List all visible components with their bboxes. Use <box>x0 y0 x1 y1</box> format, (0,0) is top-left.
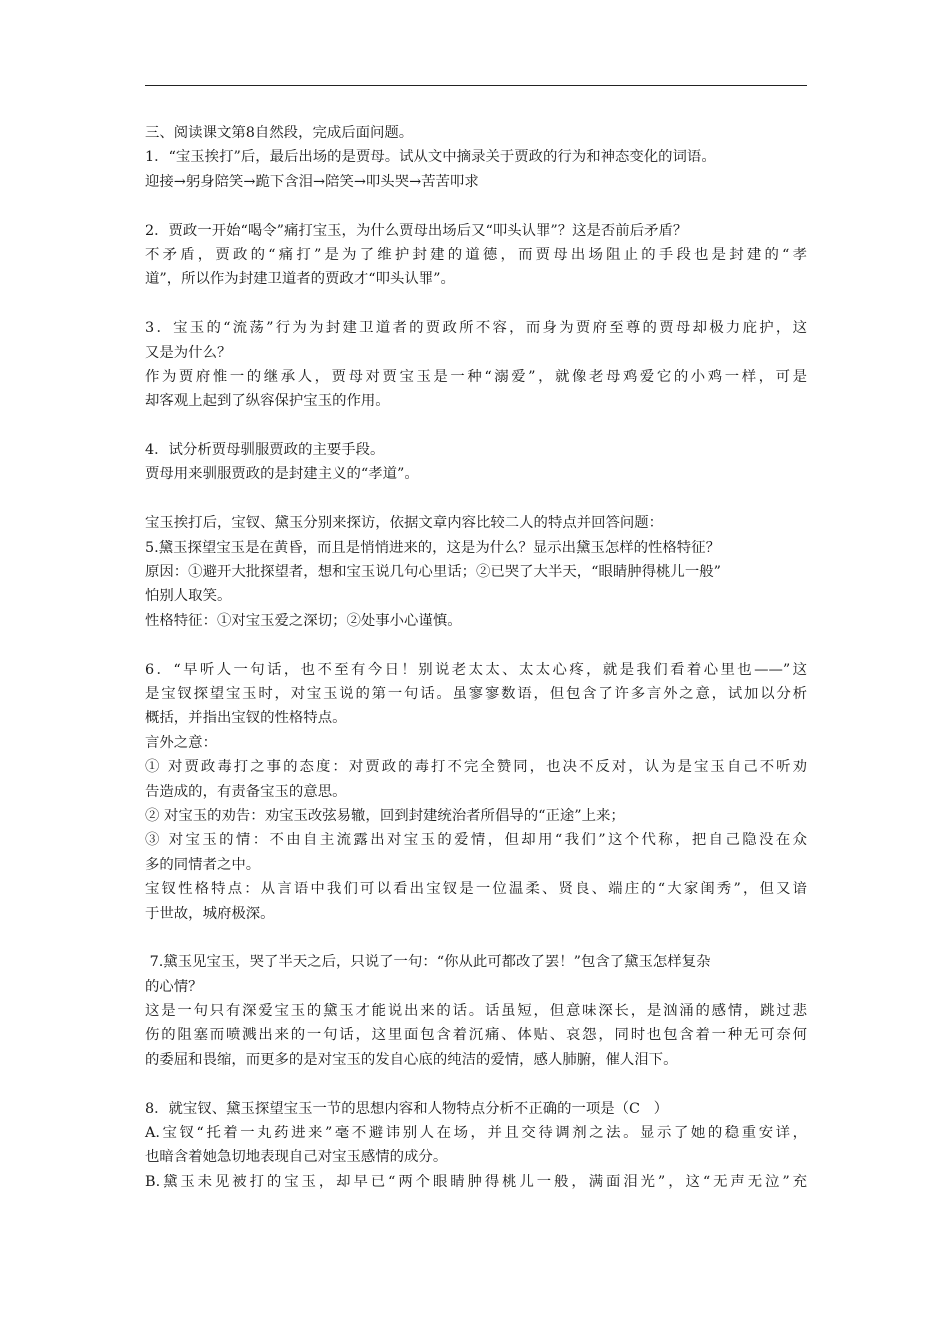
answer-5-reason-line-1: 原因：①避开大批探望者，想和宝玉说几句心里话；②已哭了大半天，“眼睛肿得桃儿一般” <box>145 564 721 581</box>
question-1: 1．“宝玉挨打”后，最后出场的是贾母。试从文中摘录关于贾政的行为和神态变化的词语。 <box>145 149 716 166</box>
answer-3-line-2: 却客观上起到了纵容保护宝玉的作用。 <box>145 393 390 410</box>
document-body <box>145 121 810 1194</box>
blank-line <box>145 414 810 438</box>
question-8: 8．就宝钗、黛玉探望宝玉一节的思想内容和人物特点分析不正确的一项是（C ） <box>145 1100 669 1117</box>
question-5: 5.黛玉探望宝玉是在黄昏，而且是悄悄进来的，这是为什么？显示出黛玉怎样的性格特征？ <box>145 539 720 556</box>
question-6-line-1: 6．“早听人一句话，也不至有今日！别说老太太、太太心疼，就是我们看着心里也——”这 <box>145 661 807 678</box>
option-a-line-2: 也暗含着她急切地表现自己对宝玉感情的成分。 <box>145 1149 448 1166</box>
answer-7-line-1: 这是一句只有深爱宝玉的黛玉才能说出来的话。话虽短，但意味深长，是汹涌的感情，跳过悲 <box>145 1003 807 1020</box>
answer-6-point-1-line-1: ① 对贾政毒打之事的态度：对贾政的毒打不完全赞同，也决不反对，认为是宝玉自己不听劝 <box>145 759 807 776</box>
answer-5-reason-line-2: 怕别人取笑。 <box>145 588 232 605</box>
answer-6-point-2: ② 对宝玉的劝告：劝宝玉改弦易辙，回到封建统治者所倡导的“正途”上来； <box>145 807 625 824</box>
answer-7-line-2: 伤的阻塞而喷溅出来的一句话，这里面包含着沉痛、体贴、哀怨，同时也包含着一种无可奈何 <box>145 1027 807 1044</box>
answer-6-point-1-line-2: 告造成的，有责备宝玉的意思。 <box>145 783 347 800</box>
blank-line <box>145 292 810 316</box>
question-3-line-2: 又是为什么？ <box>145 344 232 361</box>
question-7-line-2: 的心情？ <box>145 978 203 995</box>
question-2: 2．贾政一开始“喝令”痛打宝玉，为什么贾母出场后又“叩头认罪”？这是否前后矛盾？ <box>145 222 688 239</box>
question-4: 4．试分析贾母驯服贾政的主要手段。 <box>145 442 385 459</box>
answer-6-traits-line-1: 宝钗性格特点：从言语中我们可以看出宝钗是一位温柔、贤良、端庄的“大家闺秀”，但又谙 <box>145 881 807 898</box>
answer-3-line-1: 作为贾府惟一的继承人，贾母对贾宝玉是一种“溺爱”，就像老母鸡爱它的小鸡一样，可是 <box>145 368 807 385</box>
option-b-line-1: B.黛玉未见被打的宝玉，却早已“两个眼睛肿得桃儿一般，满面泪光”，这“无声无泣”充 <box>145 1173 807 1190</box>
answer-6-traits-line-2: 于世故，城府极深。 <box>145 905 275 922</box>
answer-6-point-3-line-1: ③ 对宝玉的情：不由自主流露出对宝玉的爱情，但却用“我们”这个代称，把自己隐没在众 <box>145 832 807 849</box>
question-6-line-2: 是宝钗探望宝玉时，对宝玉说的第一句话。虽寥寥数语，但包含了许多言外之意，试加以分析 <box>145 685 807 702</box>
blank-line <box>145 1072 810 1096</box>
answer-1: 迎接→躬身陪笑→跪下含泪→陪笑→叩头哭→苦苦叩求 <box>145 173 479 190</box>
question-3-line-1: 3．宝玉的“流荡”行为为封建卫道者的贾政所不容，而身为贾府至尊的贾母却极力庇护，这 <box>145 320 807 337</box>
option-a-line-1: A.宝钗“托着一丸药进来”毫不避讳别人在场，并且交待调剂之法。显示了她的稳重安详， <box>145 1125 807 1142</box>
answer-7-line-3: 的委屈和畏缩，而更多的是对宝玉的发自心底的纯洁的爱情，感人肺腑，催人泪下。 <box>145 1051 678 1068</box>
answer-2-line-1: 不矛盾，贾政的“痛打”是为了维护封建的道德，而贾母出场阻止的手段也是封建的“孝 <box>145 246 807 263</box>
question-7-line-1: 7.黛玉见宝玉，哭了半天之后，只说了一句：“你从此可都改了罢！”包含了黛玉怎样复杂 <box>145 954 711 971</box>
answer-4: 贾母用来驯服贾政的是封建主义的“孝道”。 <box>145 466 419 483</box>
question-6-line-3: 概括，并指出宝钗的性格特点。 <box>145 710 347 727</box>
header-rule <box>145 85 807 86</box>
answer-2-line-2: 道”，所以作为封建卫道者的贾政才“叩头认罪”。 <box>145 271 455 288</box>
blank-line <box>145 194 810 218</box>
answer-5-traits: 性格特征：①对宝玉爱之深切；②处事小心谨慎。 <box>145 612 462 629</box>
answer-6-heading: 言外之意： <box>145 734 217 751</box>
answer-6-point-3-line-2: 多的同情者之中。 <box>145 856 261 873</box>
blank-line <box>145 926 810 950</box>
blank-line <box>145 487 810 511</box>
section-intro: 宝玉挨打后，宝钗、黛玉分别来探访，依据文章内容比较二人的特点并回答问题： <box>145 515 664 532</box>
blank-line <box>145 633 810 657</box>
section-heading: 三、阅读课文第8自然段，完成后面问题。 <box>145 125 414 141</box>
